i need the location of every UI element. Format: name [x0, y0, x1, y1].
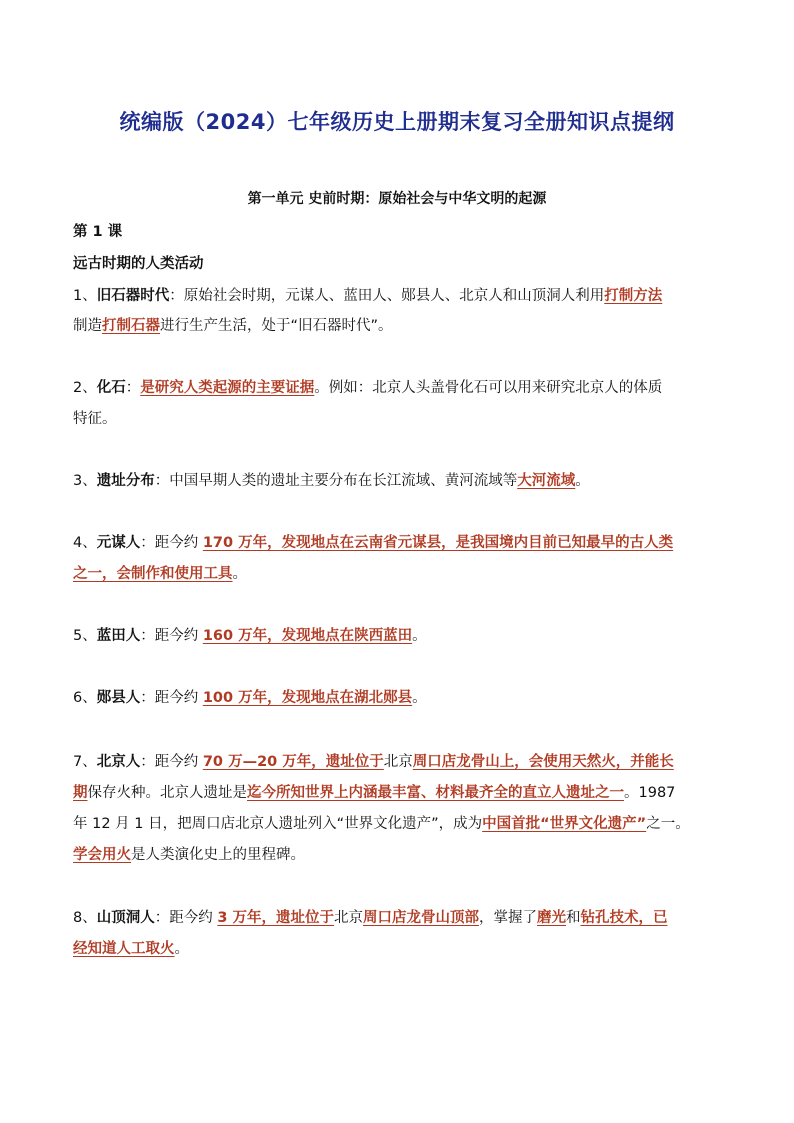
- item-7-line-4: [73, 843, 305, 864]
- item-text: 。: [232, 566, 247, 582]
- item-text: ：距今约: [140, 690, 203, 706]
- item-text: 制造: [73, 318, 102, 334]
- key-point: 之一，会制作和使用工具: [73, 566, 233, 582]
- item-number: 8、: [73, 910, 97, 926]
- item-7-line-2: [73, 781, 675, 802]
- item-text: 进行生产生活，处于“旧石器时代”。: [160, 318, 393, 334]
- item-number: 3、: [73, 473, 97, 489]
- item-text: 北京: [383, 754, 413, 770]
- key-point: 期: [73, 785, 88, 801]
- item-term: 蓝田人: [96, 628, 141, 644]
- item-text: 是人类演化史上的里程碑。: [131, 847, 305, 863]
- item-text: ：: [125, 380, 141, 396]
- key-point: 打制方法: [604, 288, 663, 304]
- key-point: 迄今所知世界上内涵最丰富、材料最齐全的直立人遗址之一: [247, 785, 624, 801]
- item-text: ：距今约: [140, 754, 203, 770]
- item-text: ，掌握了: [478, 910, 537, 926]
- item-text: 。: [174, 941, 189, 957]
- item-text: 年 12 月 1 日，把周口店北京人遗址列入“世界文化遗产”，成为: [73, 816, 483, 832]
- item-text: 北京: [333, 910, 363, 926]
- item-3-line-1: [73, 469, 590, 490]
- item-number: 7、: [73, 754, 97, 770]
- item-7-line-3: [73, 812, 690, 833]
- key-point: 周口店龙骨山上，会使用天然火，并能长: [412, 754, 674, 770]
- item-term: 化石: [96, 380, 126, 396]
- item-1-line-1: [73, 284, 662, 305]
- item-text: 。例如：北京人头盖骨化石可以用来研究北京人的体质: [314, 380, 663, 396]
- unit-heading: 第一单元 史前时期：原始社会与中华文明的起源: [247, 191, 547, 207]
- item-term: 山顶洞人: [96, 910, 155, 926]
- item-text: ：中国早期人类的遗址主要分布在长江流域、黄河流域等: [154, 473, 518, 489]
- item-4-line-1: [73, 531, 673, 552]
- key-point: 大河流域: [517, 473, 576, 489]
- item-7-line-1: [73, 750, 674, 771]
- item-1-line-2: [73, 314, 393, 335]
- key-point: 经知道人工取火: [73, 941, 175, 957]
- item-6-line-1: [73, 686, 427, 707]
- key-point: 学会用火: [73, 847, 131, 863]
- item-text: 。: [412, 628, 427, 644]
- item-number: 2、: [73, 380, 97, 396]
- item-text: ：距今约: [154, 910, 218, 926]
- key-point: 160 万年，发现地点在陕西蓝田: [202, 628, 413, 644]
- item-term: 北京人: [96, 754, 141, 770]
- key-point: 周口店龙骨山顶部: [362, 910, 479, 926]
- item-text: 。: [575, 473, 590, 489]
- item-4-line-2: [73, 562, 247, 583]
- item-2-line-1: [73, 376, 662, 397]
- item-text: 和: [565, 910, 581, 926]
- key-point: 打制石器: [102, 318, 160, 334]
- item-text: 。1987: [624, 785, 676, 801]
- key-point: 磨光: [536, 910, 566, 926]
- item-text: 。: [412, 690, 427, 706]
- item-number: 5、: [73, 628, 97, 644]
- item-number: 4、: [73, 535, 97, 551]
- lesson-number: 第 1 课: [73, 224, 123, 240]
- item-number: 1、: [73, 288, 97, 304]
- document-title: 统编版（2024）七年级历史上册期末复习全册知识点提纲: [119, 110, 675, 134]
- item-number: 6、: [73, 690, 97, 706]
- item-8-line-1: [73, 906, 667, 927]
- item-5-line-1: [73, 624, 427, 645]
- lesson-title: 远古时期的人类活动: [73, 256, 204, 272]
- item-term: 旧石器时代: [96, 288, 170, 304]
- key-point: 是研究人类起源的主要证据: [140, 380, 315, 396]
- key-point: 100 万年，发现地点在湖北郧县: [202, 690, 413, 706]
- item-text: 之一。: [646, 816, 690, 832]
- item-text: ：距今约: [140, 535, 203, 551]
- item-text: 特征。: [73, 411, 117, 427]
- item-2-line-2: [73, 407, 117, 428]
- item-term: 郧县人: [96, 690, 141, 706]
- item-text: ：原始社会时期，元谋人、蓝田人、郧县人、北京人和山顶洞人利用: [169, 288, 605, 304]
- item-text: ：距今约: [140, 628, 203, 644]
- key-point: 70 万—20 万年，遗址位于: [202, 754, 384, 770]
- item-text: 保存火种。北京人遗址是: [87, 785, 247, 801]
- item-term: 元谋人: [96, 535, 141, 551]
- key-point: 钻孔技术，已: [580, 910, 668, 926]
- key-point: 3 万年，遗址位于: [217, 910, 334, 926]
- item-term: 遗址分布: [96, 473, 155, 489]
- key-point: 中国首批“世界文化遗产”: [482, 816, 647, 832]
- key-point: 170 万年，发现地点在云南省元谋县，是我国境内目前已知最早的古人类: [202, 535, 674, 551]
- item-8-line-2: [73, 937, 189, 958]
